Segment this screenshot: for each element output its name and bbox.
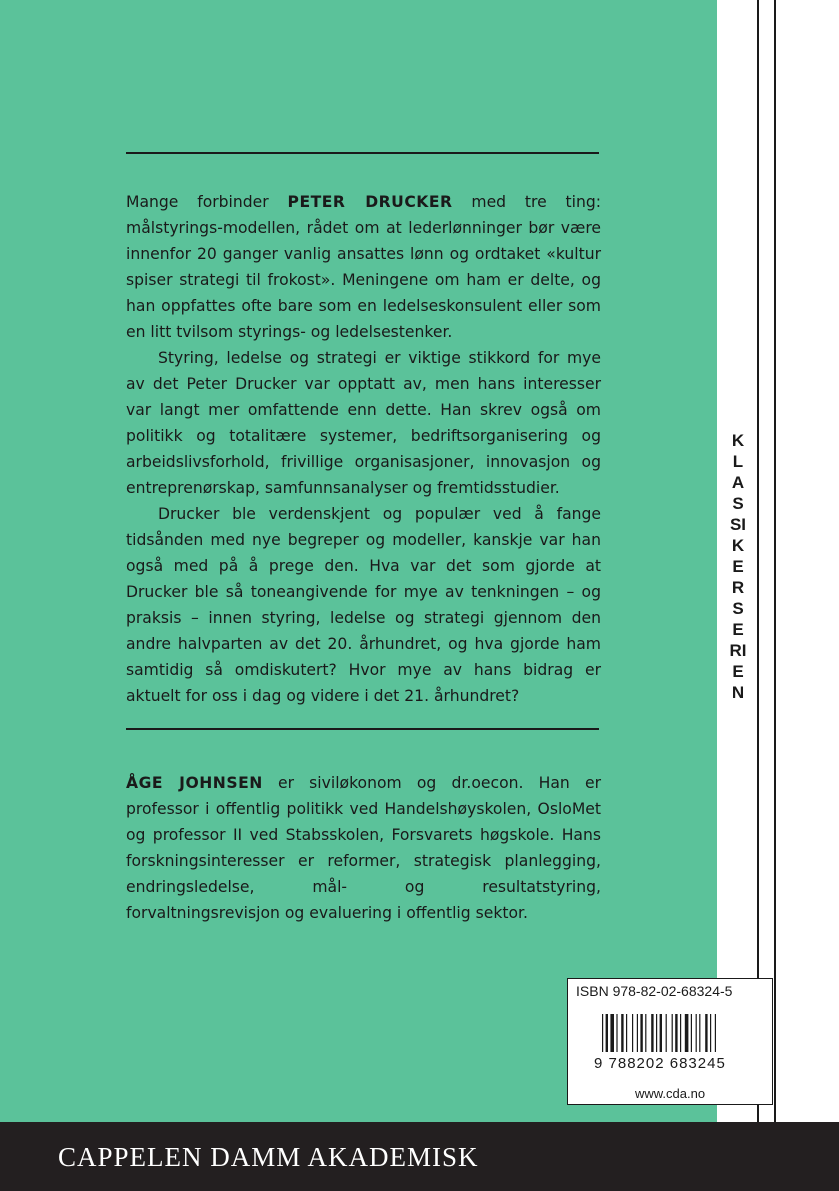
footer-band bbox=[0, 1122, 839, 1191]
blurb-paragraph-2: Styring, ledelse og strategi er viktige stikkord for mye av det Peter Drucker var opptatt av, men hans interesser var langt mer omfattende enn dette. Han skrev også om politikk og totalitære systemer, bedriftsorganisering og arbeidslivsforhold, frivillige organisasjoner, innovasjon og entreprenørskap, samfunnsanalyser og fremtidsstudier. bbox=[126, 349, 601, 497]
barcode-bar bbox=[685, 1014, 689, 1052]
barcode-bar bbox=[640, 1014, 642, 1052]
series-name: KLASSIKERSERIEN bbox=[729, 431, 747, 702]
blurb-paragraph-3: Drucker ble verdenskjent og populær ved å fange tidsånden med nye begreper og modeller, kanskje var han også med på å prege den. Hva var det som gjorde at Drucker ble så toneangivende for mye av tenkningen – og praksis – innen styring, ledelse og strategi gjennom den andre halvparten av det 20. århundret, og hva gjorde ham samtidig så omdiskutert? Hvor mye av hans bidrag er aktuelt for oss i dag og videre i det 21. århundret? bbox=[126, 505, 601, 705]
publisher-website: www.cda.no bbox=[634, 1086, 706, 1101]
blurb-paragraph-1 bbox=[126, 189, 601, 345]
blurb-p1-rest: med tre ting: målstyrings-modellen, rådet om at lederlønninger bør være innenfor 20 ganger vanlig ansattes lønn og ordtaket «kultur spiser strategi til frokost». Meningene om ham er delte, og han oppfattes ofte bare som en ledelseskonsulent eller som en litt tvilsom styrings- og ledelsestenker. bbox=[126, 193, 601, 341]
barcode-panel bbox=[567, 978, 773, 1105]
barcode-bar bbox=[715, 1014, 716, 1052]
barcode-bar bbox=[621, 1014, 623, 1052]
barcode-bar bbox=[610, 1014, 614, 1052]
barcode-bar bbox=[606, 1014, 608, 1052]
barcode-bar bbox=[637, 1014, 638, 1052]
divider-middle bbox=[126, 728, 599, 730]
barcode-bar bbox=[710, 1014, 711, 1052]
barcode-bar bbox=[675, 1014, 677, 1052]
barcode-bar bbox=[656, 1014, 657, 1052]
barcode-bar bbox=[616, 1014, 617, 1052]
blurb-intro: Mange forbinder bbox=[126, 193, 269, 211]
barcode-bar bbox=[699, 1014, 700, 1052]
barcode-bar bbox=[602, 1014, 603, 1052]
barcode-icon bbox=[602, 1014, 762, 1052]
author-bio bbox=[126, 770, 601, 926]
barcode-bar bbox=[691, 1014, 692, 1052]
subject-name: PETER DRUCKER bbox=[287, 193, 453, 211]
divider-top bbox=[126, 152, 599, 154]
barcode-bar bbox=[632, 1014, 633, 1052]
barcode-digits: 9 788202 683245 bbox=[594, 1055, 726, 1072]
author-paragraph bbox=[126, 770, 601, 926]
barcode-bar bbox=[672, 1014, 673, 1052]
barcode-bar bbox=[645, 1014, 646, 1052]
author-name: ÅGE JOHNSEN bbox=[126, 774, 263, 792]
spine-line-right bbox=[774, 0, 776, 1122]
barcode-bar bbox=[626, 1014, 627, 1052]
spine-line-left bbox=[757, 0, 759, 1122]
barcode-bar bbox=[666, 1014, 667, 1052]
isbn-label: ISBN 978-82-02-68324-5 bbox=[576, 983, 733, 999]
barcode-bar bbox=[696, 1014, 697, 1052]
barcode-bar bbox=[651, 1014, 653, 1052]
book-blurb bbox=[126, 189, 601, 709]
publisher-logo: CAPPELEN DAMM AKADEMISK bbox=[58, 1142, 479, 1172]
author-bio-text: er siviløkonom og dr.oecon. Han er professor i offentlig politikk ved Handelshøyskolen, OsloMet og professor II ved Stabsskolen, Forsvarets høgskole. Hans forskningsinteresser er reformer, strategisk planlegging, endringsledelse, mål- og resultatstyring, forvaltningsrevisjon og evaluering i offentlig sektor. bbox=[126, 774, 601, 922]
barcode-bar bbox=[680, 1014, 681, 1052]
barcode-bar bbox=[705, 1014, 707, 1052]
barcode-bar bbox=[660, 1014, 662, 1052]
